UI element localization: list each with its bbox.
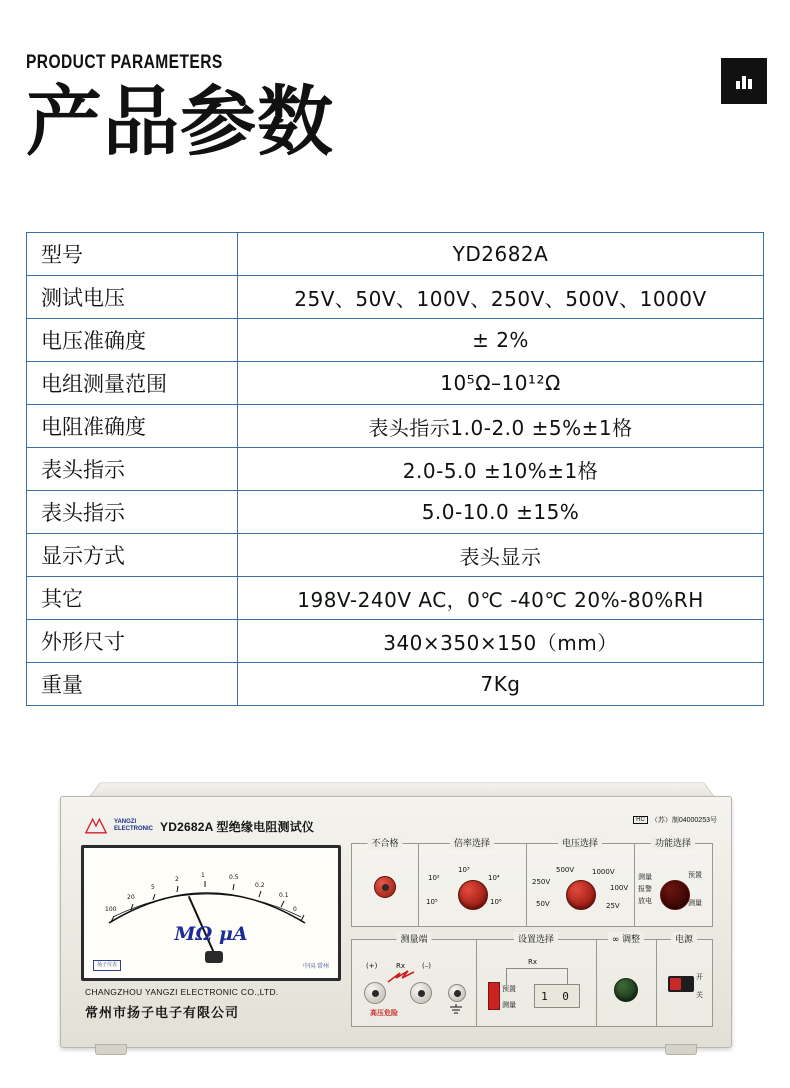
brand-name: YANGZI [114, 819, 137, 825]
terminal-minus-label: (–) [422, 962, 431, 970]
spec-value: 2.0-5.0 ±10%±1格 [238, 448, 764, 491]
adjust-label: ∞ 调整 [608, 932, 644, 945]
device-brand [85, 817, 314, 835]
multiplier-tick-4: 10⁵ [426, 898, 438, 906]
spec-value: 5.0-10.0 ±15% [238, 491, 764, 534]
terminal-jack-ground[interactable] [448, 984, 466, 1002]
power-section [656, 935, 712, 1026]
page-header [26, 52, 334, 164]
zero-adjust-knob[interactable] [614, 978, 638, 1002]
spec-key: 其它 [27, 577, 238, 620]
terminal-plus-label: (+) [366, 962, 378, 970]
function-tick-2: 报警 [638, 885, 652, 893]
spec-key: 电阻准确度 [27, 405, 238, 448]
table-row [27, 405, 764, 448]
spec-key: 电组测量范围 [27, 362, 238, 405]
svg-text:5: 5 [151, 884, 155, 891]
voltage-section [526, 839, 635, 926]
brand-subname: ELECTRONIC [114, 826, 153, 832]
voltage-knob[interactable] [566, 880, 596, 910]
adjust-section [596, 935, 657, 1026]
table-row [27, 233, 764, 276]
multiplier-knob[interactable] [458, 880, 488, 910]
certification-mark [633, 815, 717, 825]
table-row [27, 276, 764, 319]
table-row [27, 362, 764, 405]
svg-text:1: 1 [201, 872, 205, 879]
setting-bracket [506, 968, 568, 985]
yangzi-logo-icon [85, 817, 107, 835]
spec-key: 表头指示 [27, 448, 238, 491]
voltage-tick-4: 100V [610, 884, 629, 892]
multiplier-tick-1: 10² [428, 874, 440, 882]
function-tick-4: 预置 [688, 871, 702, 879]
control-panel-upper [351, 839, 713, 927]
svg-text:0.1: 0.1 [279, 892, 289, 899]
cert-text: （苏）制04000253号 [650, 817, 717, 824]
company-name-en: CHANGZHOU YANGZI ELECTRONIC CO.,LTD. [85, 987, 279, 997]
page-title: 产品参数 [26, 77, 334, 166]
ground-icon [448, 1004, 464, 1014]
power-off-label: 关 [696, 991, 703, 999]
voltage-tick-5: 50V [536, 900, 550, 908]
measure-terminal-label: 测量端 [396, 932, 431, 945]
setting-preset-label: 预置 [502, 985, 516, 993]
multiplier-tick-2: 10³ [458, 866, 470, 874]
meter-face [87, 851, 335, 975]
terminal-rx-label: Rx [396, 962, 406, 970]
device-photo [60, 778, 732, 1048]
spec-key: 重量 [27, 663, 238, 706]
device-model-title: YD2682A 型绝缘电阻测试仪 [160, 819, 315, 834]
meter-footer [93, 960, 329, 971]
fail-label: 不合格 [367, 836, 402, 849]
spec-key: 测试电压 [27, 276, 238, 319]
spec-key: 显示方式 [27, 534, 238, 577]
svg-text:2: 2 [175, 876, 179, 883]
spec-key: 电压准确度 [27, 319, 238, 362]
multiplier-label: 倍率选择 [450, 836, 494, 849]
spec-value: 10⁵Ω–10¹²Ω [238, 362, 764, 405]
spec-key: 型号 [27, 233, 238, 276]
device-front-panel [60, 796, 732, 1048]
setting-label: 设置选择 [514, 932, 558, 945]
bar-chart-icon [721, 58, 767, 104]
terminal-jack-negative[interactable] [410, 982, 432, 1004]
power-on-label: 开 [696, 973, 703, 981]
spec-value: 25V、50V、100V、250V、500V、1000V [238, 276, 764, 319]
table-row [27, 319, 764, 362]
power-switch[interactable] [668, 976, 694, 992]
meter-scale-icon [101, 861, 313, 931]
function-label: 功能选择 [651, 836, 695, 849]
setting-section [476, 935, 597, 1026]
svg-text:20: 20 [127, 894, 135, 901]
function-tick-1: 测量 [638, 873, 652, 881]
cert-badge: HC [633, 816, 648, 824]
svg-text:0: 0 [293, 906, 297, 913]
meter-unit-label: MΩ μA [174, 923, 248, 945]
setting-measure-label: 测量 [502, 1001, 516, 1009]
terminal-jack-positive[interactable] [364, 982, 386, 1004]
multiplier-tick-3: 10⁴ [488, 874, 500, 882]
device-foot-left [95, 1044, 127, 1055]
multiplier-section [418, 839, 527, 926]
table-row [27, 448, 764, 491]
voltage-tick-2: 1000V [592, 868, 615, 876]
spec-key: 表头指示 [27, 491, 238, 534]
setting-digit-display[interactable]: 1 0 [534, 984, 580, 1008]
setting-rx-label: Rx [528, 958, 538, 966]
function-tick-5: 测量 [688, 899, 702, 907]
spec-value: YD2682A [238, 233, 764, 276]
spec-table [26, 232, 764, 706]
meter-origin-label: 中国·常州 [303, 964, 329, 970]
fail-section [352, 839, 419, 926]
function-knob[interactable] [660, 880, 690, 910]
function-tick-3: 放电 [638, 897, 652, 905]
fail-indicator-lamp[interactable] [374, 876, 396, 898]
table-row [27, 577, 764, 620]
analog-meter [81, 845, 341, 981]
brand-text-block [114, 819, 153, 833]
svg-text:100: 100 [105, 906, 117, 913]
measure-terminal-section [352, 935, 477, 1026]
table-row [27, 663, 764, 706]
spec-value: 198V-240V AC，0℃ -40℃ 20%-80%RH [238, 577, 764, 620]
multiplier-tick-5: 10⁶ [490, 898, 502, 906]
device-foot-right [665, 1044, 697, 1055]
spec-value: 表头指示1.0-2.0 ±5%±1格 [238, 405, 764, 448]
svg-text:0.5: 0.5 [229, 874, 239, 881]
setting-slider[interactable] [488, 982, 500, 1010]
svg-text:0.2: 0.2 [255, 882, 265, 889]
voltage-tick-6: 25V [606, 902, 620, 910]
meter-logo: 扬子仪表 [93, 960, 121, 971]
table-row [27, 491, 764, 534]
spec-key: 外形尺寸 [27, 620, 238, 663]
table-row [27, 620, 764, 663]
function-section [634, 839, 712, 926]
spec-value: 表头显示 [238, 534, 764, 577]
power-label: 电源 [671, 932, 697, 945]
voltage-tick-1: 500V [556, 866, 575, 874]
eyebrow-text: PRODUCT PARAMETERS [26, 52, 223, 73]
spec-value: ± 2% [238, 319, 764, 362]
voltage-tick-3: 250V [532, 878, 551, 886]
company-name-cn: 常州市扬子电子有限公司 [85, 1006, 240, 1021]
danger-warning-label: 高压危险 [370, 1009, 398, 1017]
voltage-label: 电压选择 [558, 836, 602, 849]
table-row [27, 534, 764, 577]
control-panel-lower [351, 935, 713, 1027]
spec-value: 7Kg [238, 663, 764, 706]
spec-value: 340×350×150（mm） [238, 620, 764, 663]
